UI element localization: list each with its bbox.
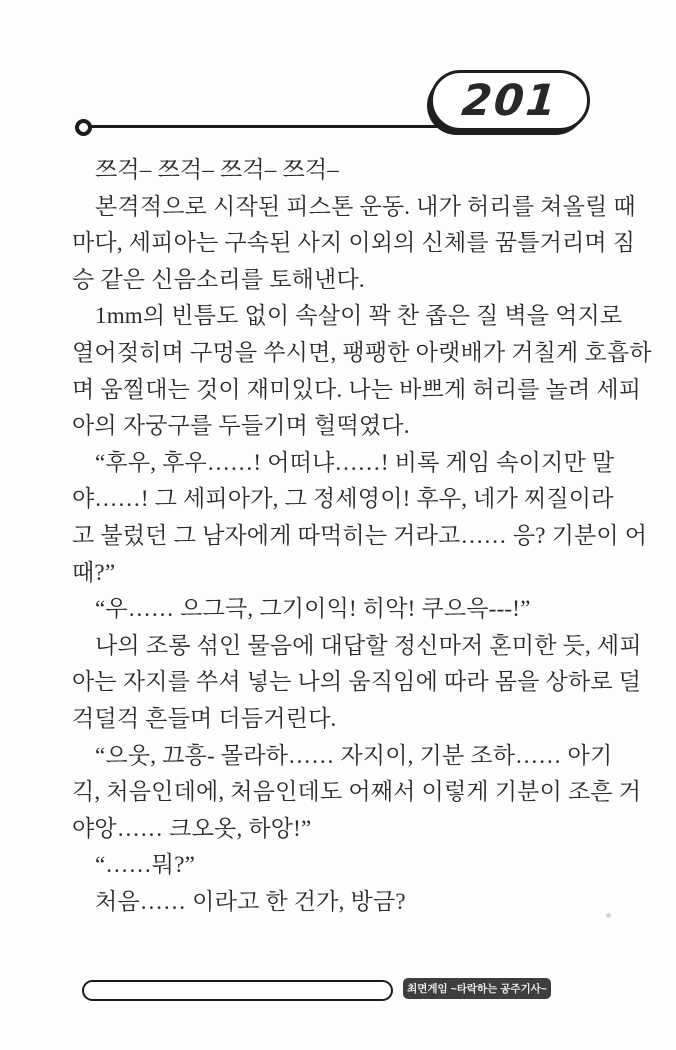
body-text-line: 긱, 처음인데에, 처음인데도 어째서 이렇게 기분이 조흔 거 bbox=[72, 779, 642, 805]
body-text-line: 고 불렀던 그 남자에게 따먹히는 거라고…… 응? 기분이 어 bbox=[72, 522, 648, 548]
body-text-line: “후우, 후우……! 어떠냐……! 비록 게임 속이지만 말 bbox=[95, 449, 615, 475]
footer-title-badge bbox=[403, 978, 551, 999]
body-text-line: 걱덜걱 흔들며 더듬거린다. bbox=[72, 705, 337, 731]
body-text-line: 본격적으로 시작된 피스톤 운동. 내가 허리를 쳐올릴 때 bbox=[95, 193, 636, 219]
body-text-line: 열어젖히며 구멍을 쑤시면, 팽팽한 아랫배가 거칠게 호흡하 bbox=[72, 339, 652, 365]
footer-title: 최면게임 ~타락하는 공주기사~ bbox=[407, 983, 547, 995]
body-text-line: 1mm의 빈틈도 없이 속살이 꽉 찬 좁은 질 벽을 억지로 bbox=[95, 303, 623, 329]
body-text-line: “우…… 으그극, 그기이익! 히악! 쿠으윽---!” bbox=[95, 596, 531, 622]
page-number-badge bbox=[430, 70, 590, 131]
header-rule-line bbox=[89, 125, 445, 128]
body-text-line: 나의 조롱 섞인 물음에 대답할 정신마저 혼미한 듯, 세피 bbox=[95, 632, 642, 658]
body-text-line: 마다, 세피아는 구속된 사지 이외의 신체를 꿈틀거리며 짐 bbox=[72, 230, 636, 256]
scan-speck bbox=[606, 913, 611, 918]
body-text-line: 때?” bbox=[72, 559, 116, 585]
body-text-line: 며 움찔대는 것이 재미있다. 나는 바쁘게 허리를 놀려 세피 bbox=[72, 376, 642, 402]
body-text-line: 아는 자지를 쑤셔 넣는 나의 움직임에 따라 몸을 상하로 덜 bbox=[72, 669, 642, 695]
page-number: 201 bbox=[459, 75, 561, 126]
body-text-line: 처음…… 이라고 한 건가, 방금? bbox=[95, 888, 406, 914]
body-text-line: 야앙…… 크오옷, 하앙!” bbox=[72, 815, 312, 841]
body-text-line: 아의 자궁구를 두들기며 헐떡였다. bbox=[72, 413, 410, 439]
body-text-line: 야……! 그 세피아가, 그 정세영이! 후우, 네가 찌질이라 bbox=[72, 486, 614, 512]
body-text bbox=[72, 152, 652, 920]
footer-outline-pill bbox=[82, 980, 393, 1001]
body-text-line: 쯔걱– 쯔걱– 쯔걱– 쯔걱– bbox=[95, 157, 339, 182]
body-text-line: “……뭐?” bbox=[95, 852, 196, 878]
body-text-line: 승 같은 신음소리를 토해낸다. bbox=[72, 266, 365, 292]
body-text-line: “으웃, 끄흥- 몰라하…… 자지이, 기분 조하…… 아기 bbox=[95, 742, 613, 768]
